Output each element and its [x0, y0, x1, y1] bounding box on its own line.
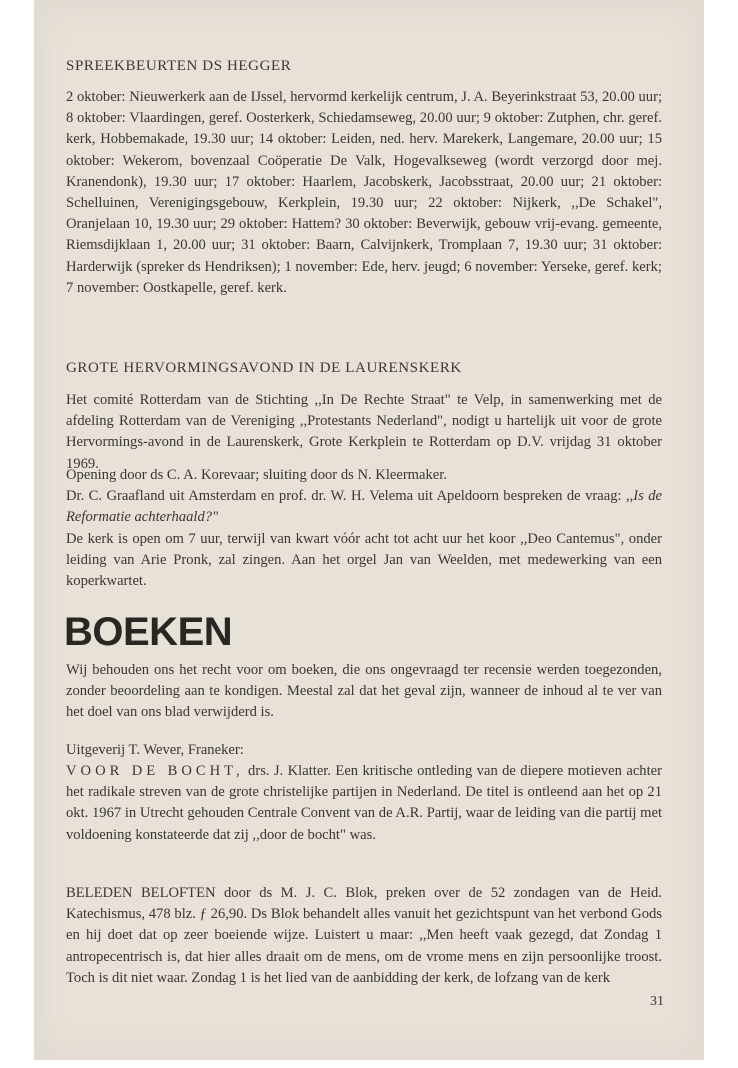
hervormingsavond-heading: GROTE HERVORMINGSAVOND IN DE LAURENSKERK [66, 360, 462, 376]
publisher-line: Uitgeverij T. Wever, Franeker: [66, 742, 244, 758]
boeken-disclaimer: Wij behouden ons het recht voor om boeken, die ons ongevraagd ter recensie werden toegezonden, zonder beoordeling aan te kondigen. Meestal zal dat het geval zijn, wanneer de inhoud al te ver van het doel van ons blad verwijderd is. [66, 662, 662, 721]
speakers-text: Dr. C. Graafland uit Amsterdam en prof. dr. W. H. Velema uit Apeldoorn bespreken de vraag: [66, 488, 626, 504]
book1-paragraph [66, 761, 662, 846]
spreekbeurten-heading: SPREEKBEURTEN DS HEGGER [66, 58, 292, 74]
spreekbeurten-schedule: 2 oktober: Nieuwerkerk aan de IJssel, hervormd kerkelijk centrum, J. A. Beyerinkstraat 53, 20.00 uur; 8 oktober: Vlaardingen, geref. Oosterkerk, Schiedamseweg, 20.00 uur; 9 oktober: Zutphen, chr. geref. kerk, Hobbemakade, 19.30 uur; 14 oktober: Leiden, ned. herv. Marekerk, Langemare, 20.00 uur; 15 oktober: Wekerom, bovenzaal Coöperatie De Valk, Hogevalkseweg (wordt verzorgd door mej. Kranendonk), 19.30 uur; 17 oktober: Haarlem, Jacobskerk, Jacobsstraat, 20.00 uur; 21 oktober: Schelluinen, Verenigingsgebouw, Kerkplein, 19.30 uur; 22 oktober: Nijkerk, ,,De Schakel", Oranjelaan 10, 19.30 uur; 29 oktober: Hattem? 30 oktober: Beverwijk, gebouw vrij-evang. gemeente, Riemsdijklaan 1, 20.00 uur; 31 oktober: Baarn, Calvijnkerk, Tromplaan 7, 19.30 uur; 31 oktober: Harderwijk (spreker ds Hendriksen); 1 november: Ede, herv. jeugd; 6 november: Yerseke, geref. kerk; 7 november: Oostkapelle, geref. kerk. [66, 89, 662, 296]
book2-paragraph: BELEDEN BELOFTEN door ds M. J. C. Blok, preken over de 52 zondagen van de Heid. Katechismus, 478 blz. ƒ 26,90. Ds Blok behandelt alles vanuit het gezichtspunt van het verbond Gods en hij doet dat op zeer boeiende wijze. Luistert u maar: ,,Men heeft vaak gezegd, dat Zondag 1 antropecentrisch is, dat hier alles draait om de mens, om de vrome mens en zijn persoonlijke troost. Toch is dit niet waar. Zondag 1 is het lied van de aanbidding der kerk, de lofzang van de kerk [66, 885, 662, 986]
boeken-heading: BOEKEN [64, 610, 233, 654]
book1-title: VOOR DE BOCHT, [66, 763, 244, 779]
page-number: 31 [650, 994, 664, 1009]
reformation-question: ,,Is de Reformatie achterhaald?" [66, 488, 662, 526]
speakers-paragraph [66, 486, 662, 528]
book1-description: drs. J. Klatter. Een kritische ontleding van de diepere motieven achter het radikale streven van de grote christelijke partijen in Nederland. De titel is ontleend aan het op 21 okt. 1967 in Utrecht gehouden Centrale Convent van de A.R. Partij, waar de leiding van die partij met voldoening konstateerde dat zij ,,door de bocht" was. [66, 763, 662, 843]
opening-line: Opening door ds C. A. Korevaar; sluiting door ds N. Kleermaker. [66, 467, 447, 483]
book-page [34, 0, 704, 1060]
hervormingsavond-intro: Het comité Rotterdam van de Stichting ,,In De Rechte Straat" te Velp, in samenwerking met de afdeling Rotterdam van de Vereniging ,,Protestants Nederland", nodigt u hartelijk uit voor de grote Hervormings-avond in de Laurenskerk, Grote Kerkplein te Rotterdam op D.V. vrijdag 31 oktober 1969. [66, 392, 662, 472]
hervormingsavond-closing: De kerk is open om 7 uur, terwijl van kwart vóór acht tot acht uur het koor ,,Deo Cantemus", onder leiding van Arie Pronk, zal zingen. Aan het orgel Jan van Weelden, met medewerking van een koperkwartet. [66, 531, 662, 590]
